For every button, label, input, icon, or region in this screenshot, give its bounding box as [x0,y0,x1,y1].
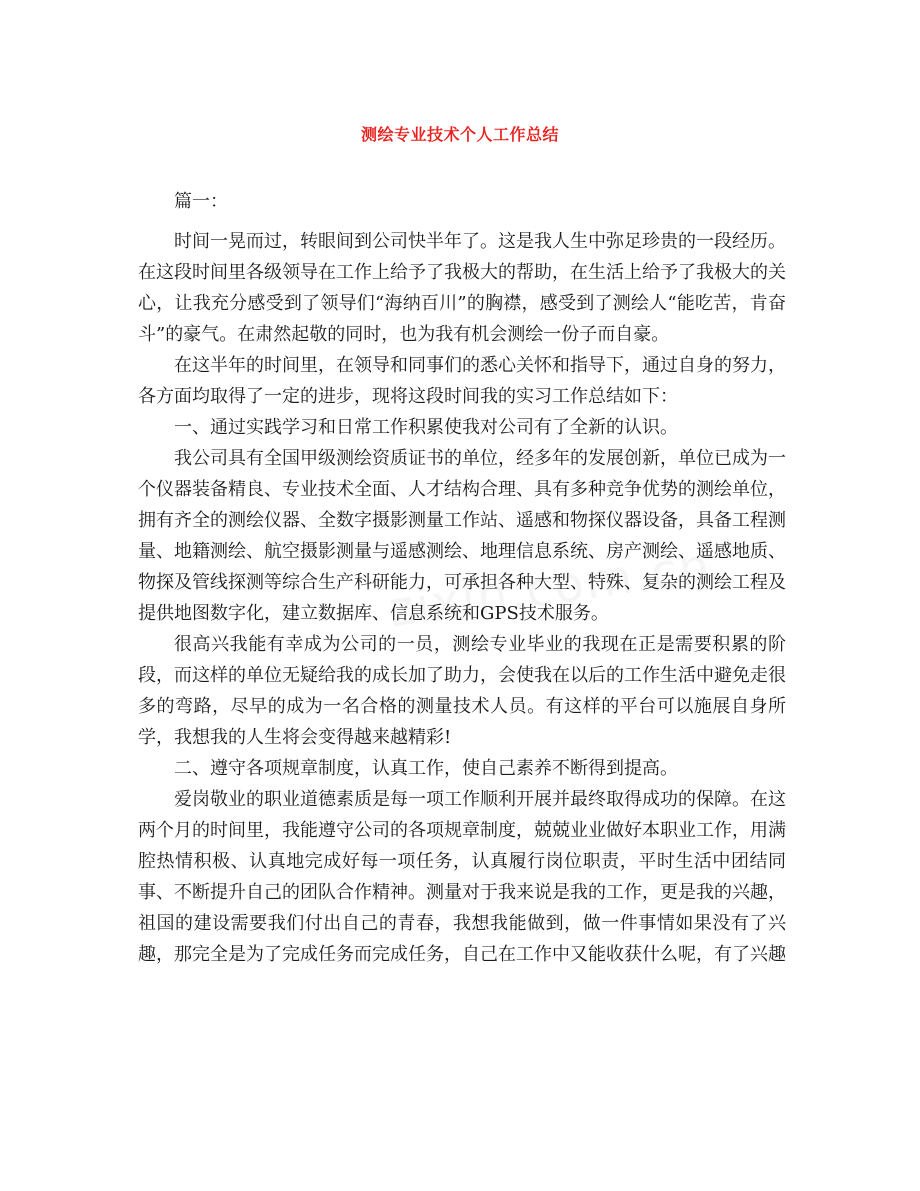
section-label: 篇一： [174,191,228,212]
section-heading: 一、通过实践学习和日常工作积累使我对公司有了全新的认识。 [174,417,678,438]
document-body [138,186,786,970]
paragraph: 我公司具有全国甲级测绘资质证书的单位，经多年的发展创新，单位已成为一个仪器装备精良、专业技术全面、人才结构合理、具有多种竞争优势的测绘单位，拥有齐全的测绘仪器、全数字摄影测量工作站、遥感和物探仪器设备，具备工程测量、地籍测绘、航空摄影测量与遥感测绘、地理信息系统、房产测绘、遥感地质、物探及管线探测等综合生产科研能力，可承担各种大型、特殊、复杂的测绘工程及提供地图数字化，建立数据库、信息系统和GPS技术服务。 [138,448,786,624]
section-heading: 二、遵守各项规章制度，认真工作，使自己素养不断得到提高。 [174,758,678,779]
paragraph: 时间一晃而过，转眼间到公司快半年了。这是我人生中弥足珍贵的一段经历。在这段时间里各级领导在工作上给予了我极大的帮助，在生活上给予了我极大的关心，让我充分感受到了领导们“海纳百川”的胸襟，感受到了测绘人“能吃苦，肯奋斗”的豪气。在肃然起敬的同时，也为我有机会测绘一份子而自豪。 [138,231,786,345]
paragraph: 很高兴我能有幸成为公司的一员，测绘专业毕业的我现在正是需要积累的阶段，而这样的单位无疑给我的成长加了助力，会使我在以后的工作生活中避免走很多的弯路，尽早的成为一名合格的测量技术人员。有这样的平台可以施展自身所学，我想我的人生将会变得越来越精彩! [138,634,786,748]
document-title: 测绘专业技术个人工作总结 [360,125,559,144]
paragraph: 在这半年的时间里，在领导和同事们的悉心关怀和指导下，通过自身的努力，各方面均取得了一定的进步，现将这段时间我的实习工作总结如下： [138,355,786,407]
paragraph: 爱岗敬业的职业道德素质是每一项工作顺利开展并最终取得成功的保障。在这两个月的时间里，我能遵守公司的各项规章制度，兢兢业业做好本职业工作，用满腔热情积极、认真地完成好每一项任务，认真履行岗位职责，平时生活中团结同事、不断提升自己的团队合作精神。测量对于我来说是我的工作，更是我的兴趣，祖国的建设需要我们付出自己的青春，我想我能做到，做一件事情如果没有了兴趣，那完全是为了完成任务而完成任务，自己在工作中又能收获什么呢，有了兴趣 [138,789,786,965]
